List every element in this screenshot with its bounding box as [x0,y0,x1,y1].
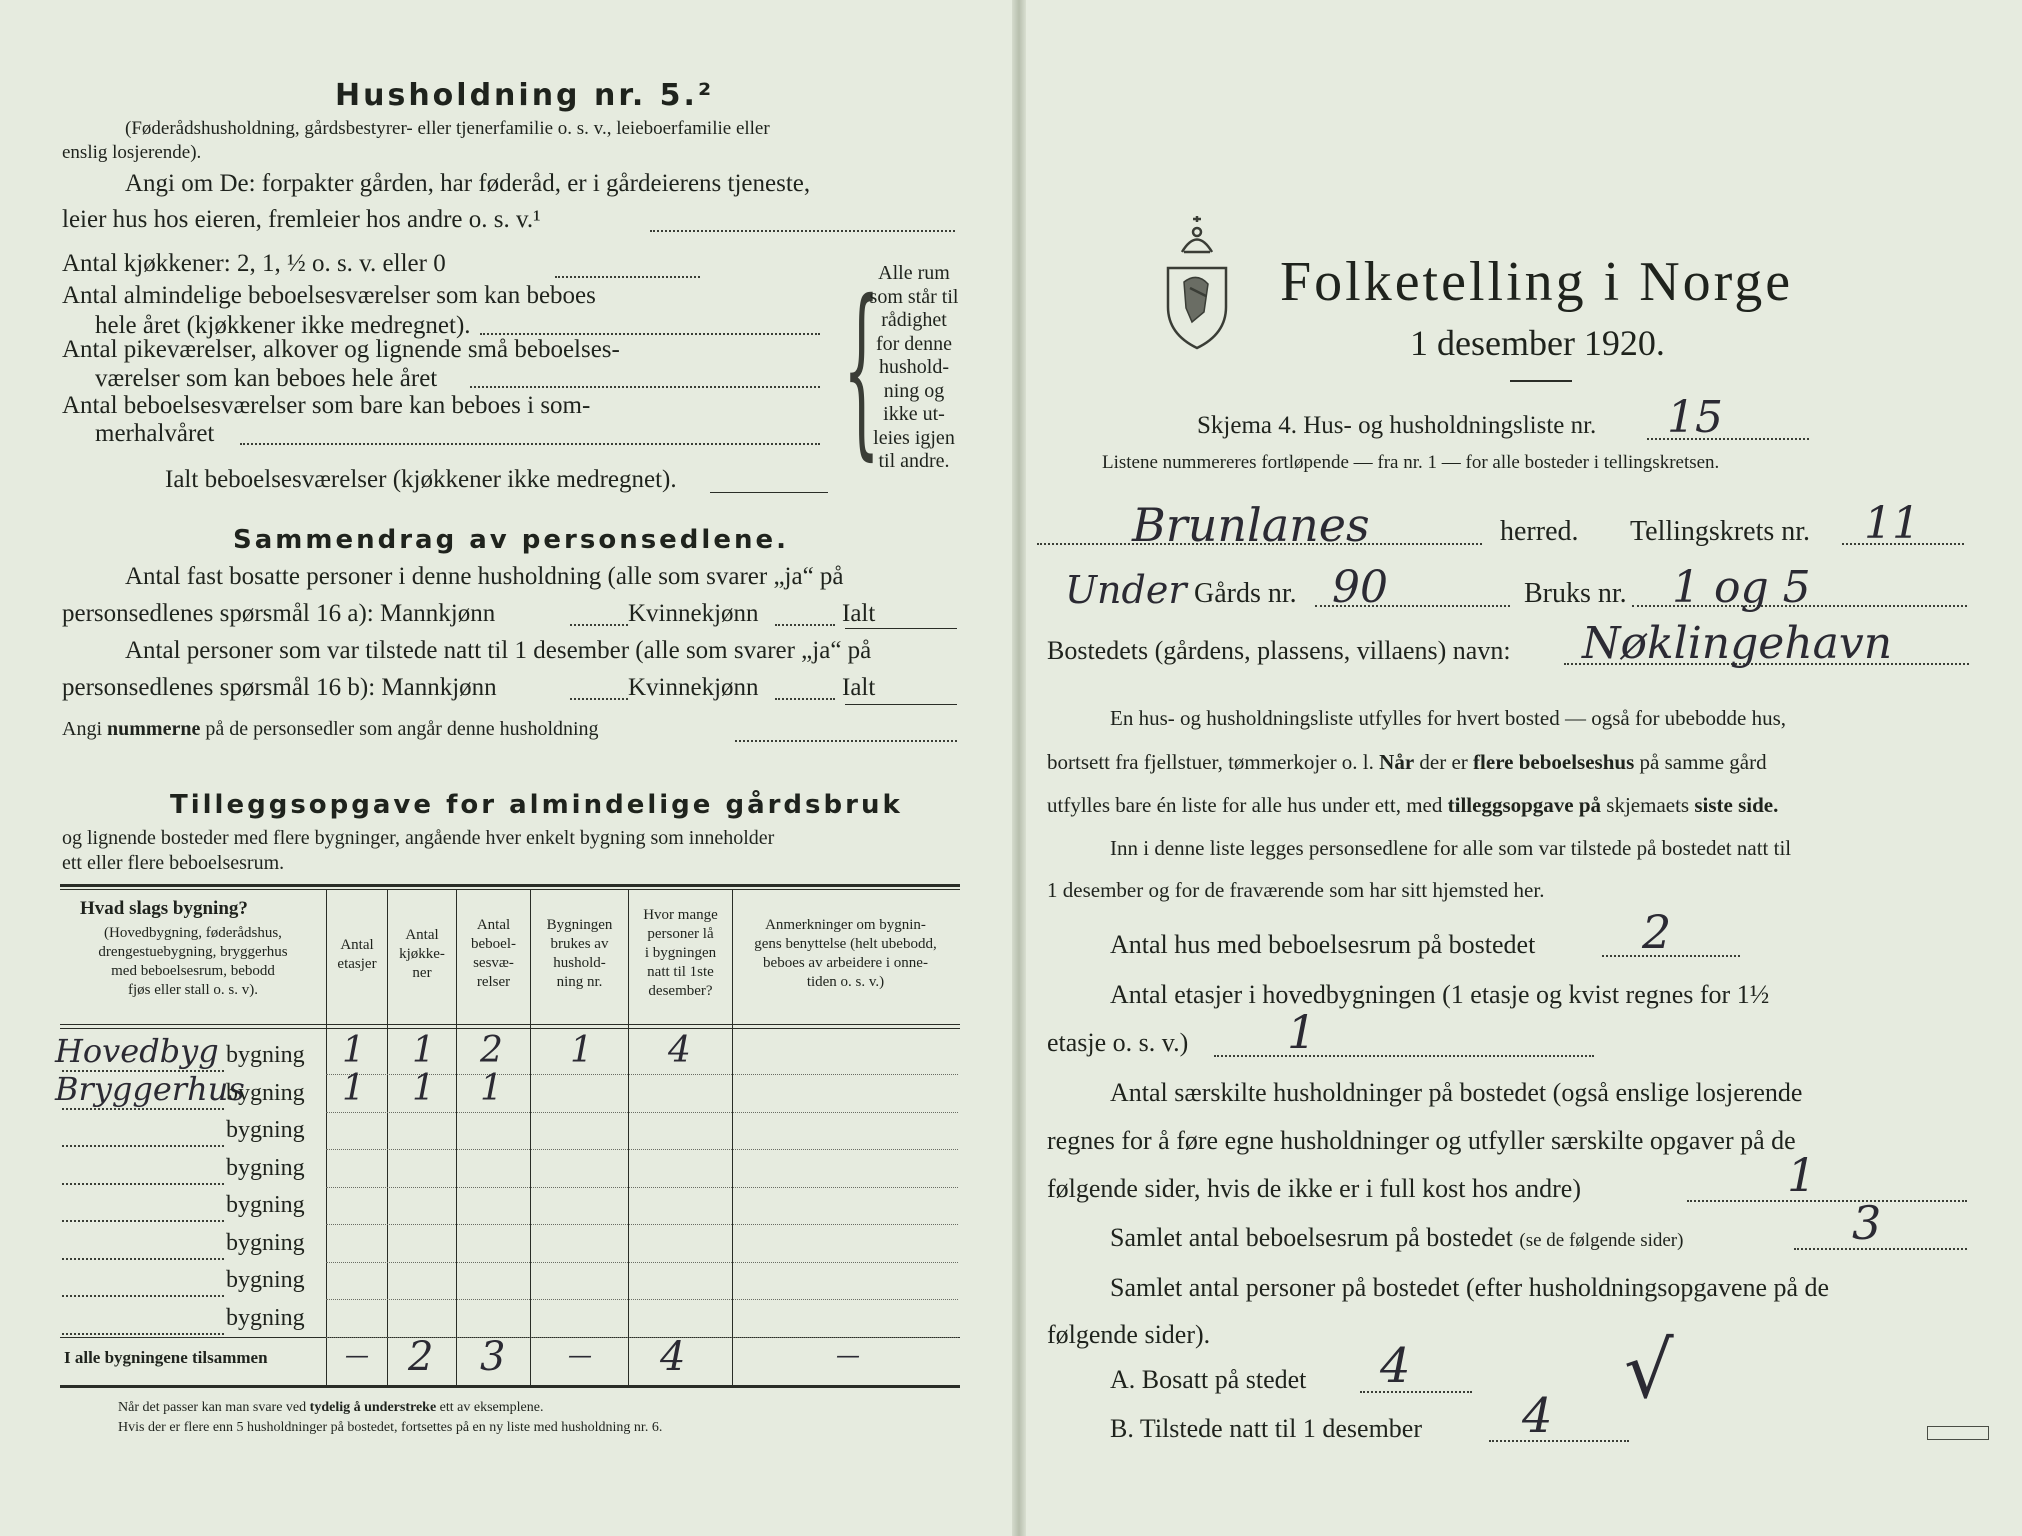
col2-line: Antal [340,937,374,953]
building-label: bygning [226,1192,305,1218]
floors-question-b: etasje o. s. v.) [1047,1028,1189,1057]
col6-line: personer lå [647,926,714,942]
col-persons-header [629,906,732,1001]
summary-title: Sammendrag av personsedlene. [233,525,789,555]
floors-answer: 1 [1287,1005,1317,1059]
total-kitchens: 2 [408,1334,434,1380]
bruks-label: Bruks nr. [1524,578,1627,609]
under-note: Under [1065,568,1187,612]
household-intro-2: enslig losjerende). [62,142,202,163]
summary-line-1: Antal fast bosatte personer i denne husholdning (alle som svarer „ja“ på [125,563,844,590]
side-note-line: som står til [869,285,959,308]
building-label: bygning [226,1229,305,1256]
supplement-title: Tilleggsopgave for almindelige gårdsbruk [170,790,903,820]
gards-number: 90 [1332,562,1388,613]
building-label: bygning [226,1117,305,1143]
check-mark: √ [1624,1326,1674,1416]
footnote-2: Hvis der er flere enn 5 husholdninger på bostedet, fortsettes på en ny liste med husholdning nr. 6. [118,1420,663,1435]
col1_sub-line: fjøs eller stall o. s. v). [128,982,258,998]
printer-stamp [1927,1426,1989,1440]
summer-rooms-label-b: merhalvåret [95,420,215,447]
households-question-b: regnes for å føre egne husholdninger og utfyller særskilte opgaver på de [1047,1126,1796,1155]
female-label-2: Kvinnekjønn [628,674,759,701]
households-answer: 1 [1787,1148,1817,1202]
persons-question-a: Samlet antal personer på bostedet (efter husholdningsopgavene på de [1110,1273,1830,1302]
col4-line: sesvæ- [473,955,514,971]
total-label-1: Ialt [842,600,876,627]
rooms-label-b: hele året (kjøkkener ikke medregnet). [95,312,471,339]
col6-line: Hvor mange [643,907,718,923]
rooms-answer: 3 [1852,1196,1882,1250]
col4-line: beboel- [471,936,516,952]
building-label: bygning [226,1079,305,1106]
resident-label: A. Bosatt på stedet [1110,1365,1307,1394]
building-name: Hovedbyg [55,1032,219,1070]
rooms-question: Samlet antal beboelsesrum på bostedet (se de følgende sider) [1110,1223,1684,1252]
side-note-line: rådighet [881,309,947,331]
cell-kjokken: 1 [412,1067,435,1109]
norway-coat-of-arms-icon [1162,212,1232,352]
col3-line: Antal [405,927,439,943]
tellingskrets-label: Tellingskrets nr. [1630,516,1811,547]
total-rooms-label: Ialt beboelsesværelser (kjøkkener ikke medregnet). [165,466,677,493]
small-rooms-label-a: Antal pikeværelser, alkover og lignende små beboelses- [62,336,620,363]
col7-line: beboes av arbeidere i onne- [763,955,928,971]
col6-line: i bygningen [644,945,717,961]
instruction-p1: En hus- og husholdningsliste utfylles for hvert bosted — også for ubebodde hus, [1110,706,1786,730]
total-household: — [568,1341,592,1369]
bosted-label: Bostedets (gårdens, plassens, villaens) navn: [1047,636,1511,665]
col7-line: gens benyttelse (helt ubebodd, [754,936,937,952]
total-persons: 4 [660,1334,686,1380]
col-remarks-header [733,916,958,992]
col3-line: kjøkke- [399,946,445,962]
building-name: Bryggerhus [55,1069,245,1108]
col7-line: tiden o. s. v.) [806,974,885,990]
tellingskrets-number: 11 [1864,498,1920,549]
herred-label: herred. [1500,516,1579,547]
col-kitchens-header [388,926,456,983]
instruction-p4: Inn i denne liste legges personsedlene for alle som var tilstede på bostedet natt til [1110,836,1792,860]
building-label: bygning [226,1267,305,1293]
cell-vaer: 2 [480,1030,503,1071]
household-intro: (Føderådshusholdning, gårdsbestyrer- eller tjenerfamilie o. s. v., leieboerfamilie eller [125,118,770,139]
col-building-sub [62,924,324,1000]
footnote-1: Når det passer kan man svare ved tydelig å understreke ett av eksemplene. [118,1400,544,1415]
side-note-line: hushold- [879,356,949,378]
total-rooms: 3 [480,1334,506,1380]
cell-etasjer: 1 [342,1030,365,1071]
rooms-label-a: Antal almindelige beboelsesværelser som kan beboes [62,282,596,309]
household-title: Husholdning nr. 5.² [335,78,715,113]
list-number: 15 [1667,392,1723,443]
side-note-line: til andre. [878,450,950,472]
building-label: bygning [226,1154,305,1181]
present-label: B. Tilstede natt til 1 desember [1110,1414,1422,1443]
small-rooms-label-b: værelser som kan beboes hele året [95,365,438,392]
angi-line-1: Angi om De: forpakter gården, har føderåd, er i gårdeierens tjeneste, [125,170,811,197]
instruction-p2: bortsett fra fjellstuer, tømmerkojer o. l. Når der er flere beboelseshus på samme gård [1047,750,1767,774]
kitchens-label: Antal kjøkkener: 2, 1, ½ o. s. v. eller 0 [62,250,446,277]
numbering-note: Listene nummereres fortløpende — fra nr. 1 — for alle bosteder i tellingskretsen. [1102,452,1720,473]
side-note [858,262,970,474]
brace-mark: { [843,260,880,478]
col6-line: natt til 1ste [647,964,714,980]
bruks-number: 1 og 5 [1672,562,1811,613]
col1_sub-line: drengestuebygning, bryggerhus [98,944,288,960]
side-note-line: ikke ut- [883,403,945,425]
herred-name: Brunlanes [1132,498,1370,552]
side-note-line: leies igjen [873,426,955,449]
instruction-p3: utfylles bare én liste for alle hus under ett, med tilleggsopgave på skjemaets siste side. [1047,793,1779,817]
col-rooms-header [457,916,530,992]
col6-line: desember? [648,983,713,999]
col2-line: etasjer [337,956,377,972]
houses-answer: 2 [1642,905,1672,959]
bosted-name: Nøklingehavn [1582,618,1893,669]
supplement-line-2: ett eller flere beboelsesrum. [62,852,285,874]
col4-line: relser [476,974,511,990]
col5-line: brukes av [550,936,609,952]
angi-line-2: leier hus hos eieren, fremleier hos andre o. s. v.¹ [62,206,541,233]
census-title: Folketelling i Norge [1280,251,1794,313]
female-label-1: Kvinnekjønn [628,600,759,627]
instruction-p5: 1 desember og for de fraværende som har sitt hjemsted her. [1047,878,1545,902]
houses-question: Antal hus med beboelsesrum på bostedet [1110,930,1536,959]
supplement-line-1: og lignende bosteder med flere bygninger, angående hver enkelt bygning som inneholder [62,827,775,849]
col-floors-header [327,936,387,974]
side-note-line: Alle rum [878,262,950,284]
census-date: 1 desember 1920. [1410,323,1665,363]
side-note-line: ning og [883,379,945,402]
right-page [1022,0,2022,1536]
floors-question-a: Antal etasjer i hovedbygningen (1 etasje og kvist regnes for 1½ [1110,980,1770,1009]
col-household-header [531,916,628,992]
cell-kjokken: 1 [412,1030,435,1071]
cell-vaer: 1 [480,1067,503,1109]
households-question-c: følgende sider, hvis de ikke er i full kost hos andre) [1047,1174,1581,1203]
col4-line: Antal [476,917,511,933]
total-floors: — [345,1341,369,1369]
gards-label: Gårds nr. [1194,578,1297,609]
present-answer: 4 [1522,1388,1553,1444]
cell-hush: 1 [570,1030,593,1071]
building-label: bygning [226,1304,305,1331]
total-label-2: Ialt [842,674,876,701]
total-remarks: — [836,1341,860,1369]
cell-etasjer: 1 [342,1067,365,1109]
summary-line-4: personsedlenes spørsmål 16 b): Mannkjønn [62,674,497,701]
numbers-instruction: Angi nummerne på de personsedler som angår denne husholdning [62,718,599,740]
col5-line: hushold- [553,955,606,971]
col-building-title: Hvad slags bygning? [80,898,248,919]
col5-line: ning nr. [556,974,603,990]
summary-line-2: personsedlenes spørsmål 16 a): Mannkjønn [62,600,496,627]
schema-label: Skjema 4. Hus- og husholdningsliste nr. [1197,412,1597,439]
col7-line: Anmerkninger om bygnin- [765,917,926,933]
resident-answer: 4 [1380,1338,1411,1394]
cell-pers: 4 [668,1030,691,1071]
summary-line-3: Antal personer som var tilstede natt til 1 desember (alle som svarer „ja“ på [125,637,872,664]
building-label: bygning [226,1042,305,1068]
col5-line: Bygningen [546,917,613,933]
col3-line: ner [412,965,432,981]
summer-rooms-label-a: Antal beboelsesværelser som bare kan beboes i som- [62,392,591,419]
total-row-label: I alle bygningene tilsammen [64,1348,268,1367]
households-question-a: Antal særskilte husholdninger på bostedet (også enslige losjerende [1110,1078,1803,1107]
persons-question-b: følgende sider). [1047,1320,1211,1349]
col1_sub-line: (Hovedbygning, føderådshus, [104,925,282,941]
side-note-line: for denne [875,332,953,355]
col1_sub-line: med beboelsesrum, bebodd [111,963,275,979]
